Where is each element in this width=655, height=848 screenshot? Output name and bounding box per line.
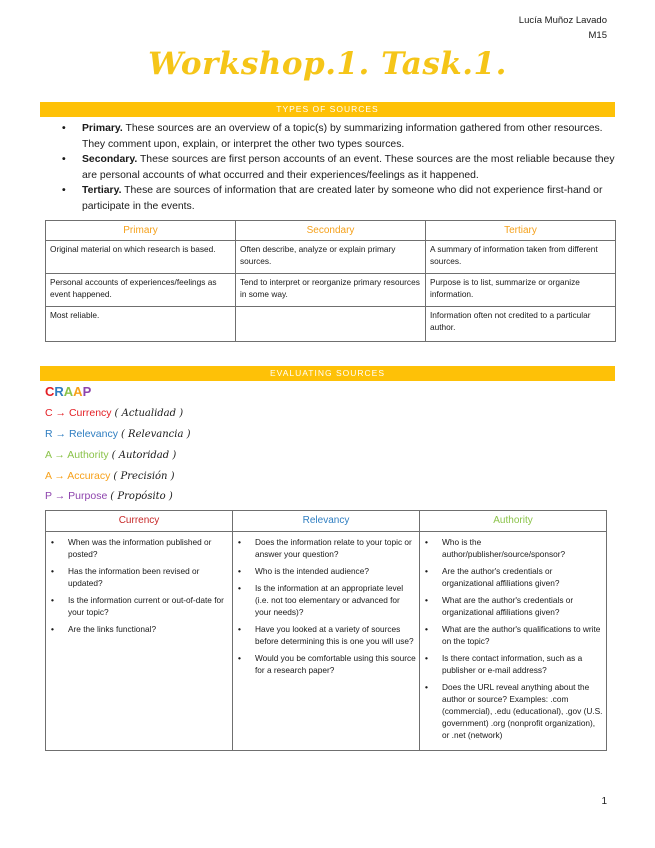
table-row xyxy=(46,307,616,342)
list-item: • Is the information current or out-of-date for your topic? xyxy=(49,594,229,618)
relevancy-questions xyxy=(236,536,416,676)
craap-item-note: ( Precisión ) xyxy=(113,471,175,482)
list-item xyxy=(62,152,617,183)
craap-item-note: ( Propósito ) xyxy=(110,491,173,502)
bullet-text: These sources are first person accounts of an event. These sources are the most reliable because they are personal accounts of what occurred and their experiences/feelings as it happened. xyxy=(82,154,615,181)
table-cell: Often describe, analyze or explain primary sources. xyxy=(236,241,426,274)
author-header xyxy=(519,13,607,43)
currency-cell xyxy=(46,532,233,751)
list-item xyxy=(62,121,617,152)
craap-item-letter: A xyxy=(45,449,52,461)
craap-letter: P xyxy=(82,384,92,399)
author-name: Lucía Muñoz Lavado xyxy=(518,15,607,26)
bullet-term: Primary. xyxy=(82,123,123,134)
evaluation-table xyxy=(45,510,607,751)
craap-heading xyxy=(45,384,91,399)
craap-item-label xyxy=(45,407,112,419)
list-item: • Have you looked at a variety of sources before determining this is one you will use? xyxy=(236,623,416,647)
types-banner: TYPES OF SOURCES xyxy=(40,102,615,117)
bullet-term: Secondary. xyxy=(82,154,138,166)
craap-item-label xyxy=(45,449,109,461)
craap-item-word: Relevancy xyxy=(68,428,118,440)
craap-letter: R xyxy=(54,384,64,399)
authority-questions xyxy=(423,536,603,741)
authority-cell xyxy=(420,532,607,751)
list-item: • Has the information been revised or updated? xyxy=(49,565,229,589)
list-item: • Is there contact information, such as a publisher or e-mail address? xyxy=(423,652,603,676)
table-row xyxy=(46,274,616,307)
craap-item-currency xyxy=(45,404,183,422)
table-cell: Original material on which research is based. xyxy=(46,241,236,274)
page-title: Workshop.1. Task.1. xyxy=(148,46,507,82)
header-secondary: Secondary xyxy=(236,221,426,241)
list-item: • Does the information relate to your topic or answer your question? xyxy=(236,536,416,560)
craap-letter: C xyxy=(45,384,55,399)
list-item: • Are the links functional? xyxy=(49,623,229,635)
craap-item-relevancy xyxy=(45,425,191,443)
list-item: • What are the author's qualifications to write on the topic? xyxy=(423,623,603,647)
craap-letter: A xyxy=(63,384,74,399)
table-cell: Purpose is to list, summarize or organize information. xyxy=(426,274,616,307)
header-relevancy: Relevancy xyxy=(233,511,420,532)
craap-letter: A xyxy=(73,384,83,399)
evaluating-banner: EVALUATING SOURCES xyxy=(40,366,615,381)
header-tertiary: Tertiary xyxy=(426,221,616,241)
craap-item-word: Accuracy xyxy=(67,470,111,482)
craap-item-label xyxy=(45,428,118,440)
list-item xyxy=(62,183,617,214)
relevancy-cell xyxy=(233,532,420,751)
currency-questions xyxy=(49,536,229,635)
list-item: • Who is the intended audience? xyxy=(236,565,416,577)
table-cell: Personal accounts of experiences/feelings as event happened. xyxy=(46,274,236,307)
page-number: 1 xyxy=(601,796,607,807)
header-primary: Primary xyxy=(46,221,236,241)
bullet-text: These are sources of information that are created later by someone who did not experience first-hand or participate in the events. xyxy=(82,185,603,212)
list-item: • Who is the author/publisher/source/sponsor? xyxy=(423,536,603,560)
header-currency: Currency xyxy=(46,511,233,532)
craap-item-authority xyxy=(45,446,176,464)
source-types-table xyxy=(45,220,616,342)
craap-item-word: Purpose xyxy=(68,490,108,502)
list-item: • What are the author's credentials or organizational affiliations given? xyxy=(423,594,603,618)
table-header-row xyxy=(46,511,607,532)
craap-item-purpose xyxy=(45,487,173,505)
craap-item-label xyxy=(45,470,110,482)
craap-item-note: ( Autoridad ) xyxy=(111,450,177,461)
craap-item-note: ( Relevancia ) xyxy=(120,429,191,440)
craap-item-word: Currency xyxy=(68,407,112,419)
list-item: • Would you be comfortable using this source for a research paper? xyxy=(236,652,416,676)
craap-item-letter: A xyxy=(45,470,52,482)
bullet-term: Tertiary. xyxy=(82,185,122,197)
craap-item-accuracy xyxy=(45,467,175,485)
table-cell xyxy=(236,307,426,342)
arrow-icon: → xyxy=(54,470,65,482)
table-cell: Most reliable. xyxy=(46,307,236,342)
list-item: • When was the information published or posted? xyxy=(49,536,229,560)
author-code: M15 xyxy=(588,30,607,41)
table-cell: Information often not credited to a particular author. xyxy=(426,307,616,342)
craap-item-letter: C xyxy=(45,407,53,419)
bullet-text: These sources are an overview of a topic(s) by summarizing information gathered from other resources. They comment upon, explain, or interpret the other two types sources. xyxy=(82,123,603,150)
table-cell: Tend to interpret or reorganize primary resources in some way. xyxy=(236,274,426,307)
arrow-icon: → xyxy=(55,428,67,440)
table-row xyxy=(46,532,607,751)
craap-item-label xyxy=(45,490,107,502)
list-item: • Is the information at an appropriate level (i.e. not too elementary or advanced for your needs)? xyxy=(236,582,416,618)
arrow-icon: → xyxy=(55,407,67,419)
list-item: • Are the author's credentials or organizational affiliations given? xyxy=(423,565,603,589)
craap-item-word: Authority xyxy=(67,449,109,461)
arrow-icon: → xyxy=(54,490,66,502)
arrow-icon: → xyxy=(54,449,65,461)
list-item: • Does the URL reveal anything about the author or source? Examples: .com (commercial), .edu (educational), .gov (U.S. government) .org (nonprofit organization), or .net (network) xyxy=(423,681,603,741)
craap-item-letter: P xyxy=(45,490,52,502)
types-list xyxy=(62,121,617,215)
table-header-row xyxy=(46,221,616,241)
header-authority: Authority xyxy=(420,511,607,532)
table-cell: A summary of information taken from different sources. xyxy=(426,241,616,274)
table-row xyxy=(46,241,616,274)
craap-item-note: ( Actualidad ) xyxy=(114,408,184,419)
craap-item-letter: R xyxy=(45,428,53,440)
